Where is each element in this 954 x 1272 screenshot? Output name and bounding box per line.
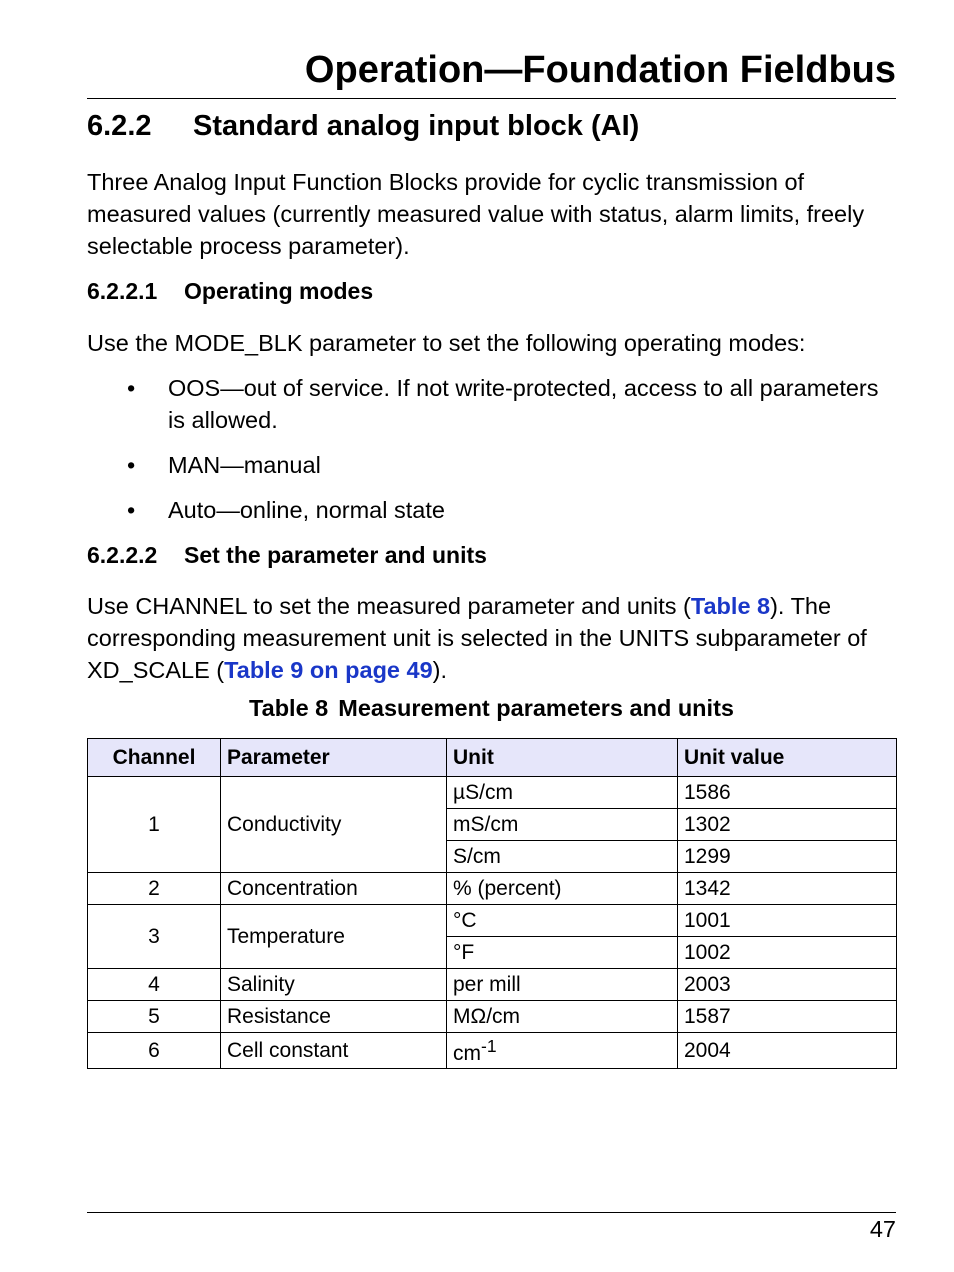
table-row	[88, 873, 897, 905]
table-row	[88, 969, 897, 1001]
cell-parameter: Resistance	[221, 1001, 447, 1033]
operating-modes-intro: Use the MODE_BLK parameter to set the following operating modes:	[87, 330, 806, 356]
cell-unit: per mill	[447, 969, 678, 1001]
cell-unit: °F	[447, 937, 678, 969]
cell-parameter: Salinity	[221, 969, 447, 1001]
list-item-text: MAN—manual	[168, 452, 321, 478]
cell-unit	[447, 1033, 678, 1069]
table-row	[88, 905, 897, 937]
cell-unit: µS/cm	[447, 777, 678, 809]
cell-parameter: Concentration	[221, 873, 447, 905]
list-item-text: OOS—out of service. If not write-protected, access to all parameters is allowed.	[168, 375, 879, 433]
bullet-marker: •	[127, 452, 136, 478]
unit-exponent: -1	[481, 1035, 497, 1056]
section-intro: Three Analog Input Function Blocks provide for cyclic transmission of measured values (currently measured value with status, alarm limits, freely selectable process parameter).	[87, 169, 865, 259]
cell-unit-value: 2003	[678, 969, 897, 1001]
cell-unit-value: 1587	[678, 1001, 897, 1033]
list-item	[127, 494, 887, 526]
list-item-text: Auto—online, normal state	[168, 497, 445, 523]
cell-parameter: Conductivity	[221, 777, 447, 873]
cell-unit: mS/cm	[447, 809, 678, 841]
list-item	[127, 449, 887, 481]
header-channel: Channel	[88, 739, 221, 777]
parameter-units-paragraph	[87, 590, 899, 686]
cell-channel: 2	[88, 873, 221, 905]
table-row	[88, 1001, 897, 1033]
paragraph-text: ).	[432, 657, 448, 683]
unit-text: cm	[453, 1041, 481, 1065]
cell-unit: °C	[447, 905, 678, 937]
cell-channel: 3	[88, 905, 221, 969]
subsection-number: 6.2.2.1	[87, 278, 158, 304]
cell-parameter: Cell constant	[221, 1033, 447, 1069]
page-number: 47	[869, 1216, 896, 1242]
cell-unit-value: 1002	[678, 937, 897, 969]
header-parameter: Parameter	[221, 739, 447, 777]
bullet-marker: •	[127, 375, 136, 401]
table-8-link[interactable]: Table 8	[690, 593, 771, 619]
cell-parameter: Temperature	[221, 905, 447, 969]
table-caption-title: Measurement parameters and units	[338, 695, 734, 721]
cell-unit-value: 1302	[678, 809, 897, 841]
subsection-title: Operating modes	[184, 278, 374, 304]
cell-channel: 6	[88, 1033, 221, 1069]
subsection-number: 6.2.2.2	[87, 542, 158, 568]
list-item	[127, 372, 887, 436]
subsection-heading-operating-modes	[87, 276, 373, 306]
cell-unit-value: 1001	[678, 905, 897, 937]
table-caption-number: Table 8	[249, 695, 329, 721]
cell-unit-value: 2004	[678, 1033, 897, 1069]
table-9-link[interactable]: Table 9 on page 49	[224, 657, 433, 683]
cell-unit-value: 1586	[678, 777, 897, 809]
bullet-marker: •	[127, 497, 136, 523]
section-title: Standard analog input block (AI)	[193, 110, 640, 142]
section-number: 6.2.2	[87, 110, 152, 142]
cell-channel: 1	[88, 777, 221, 873]
table-row	[88, 777, 897, 809]
cell-unit-value: 1299	[678, 841, 897, 873]
cell-unit: % (percent)	[447, 873, 678, 905]
subsection-title: Set the parameter and units	[184, 542, 487, 568]
header-rule	[87, 98, 896, 99]
section-heading	[87, 106, 639, 146]
cell-unit: S/cm	[447, 841, 678, 873]
cell-unit-value: 1342	[678, 873, 897, 905]
running-title: Operation—Foundation Fieldbus	[304, 49, 896, 91]
cell-channel: 4	[88, 969, 221, 1001]
header-unit-value: Unit value	[678, 739, 897, 777]
table-caption	[87, 693, 896, 723]
measurement-parameters-table	[87, 738, 897, 1069]
subsection-heading-parameter-units	[87, 540, 487, 570]
paragraph-text: Use CHANNEL to set the measured parameter and units (	[87, 593, 691, 619]
footer-rule	[87, 1212, 896, 1213]
cell-unit: MΩ/cm	[447, 1001, 678, 1033]
header-unit: Unit	[447, 739, 678, 777]
cell-channel: 5	[88, 1001, 221, 1033]
table-row	[88, 1033, 897, 1069]
paragraph-text: ). The corresponding measurement unit is selected in the UNITS subparameter of XD_SCALE (	[87, 593, 867, 683]
table-header-row	[88, 739, 897, 777]
